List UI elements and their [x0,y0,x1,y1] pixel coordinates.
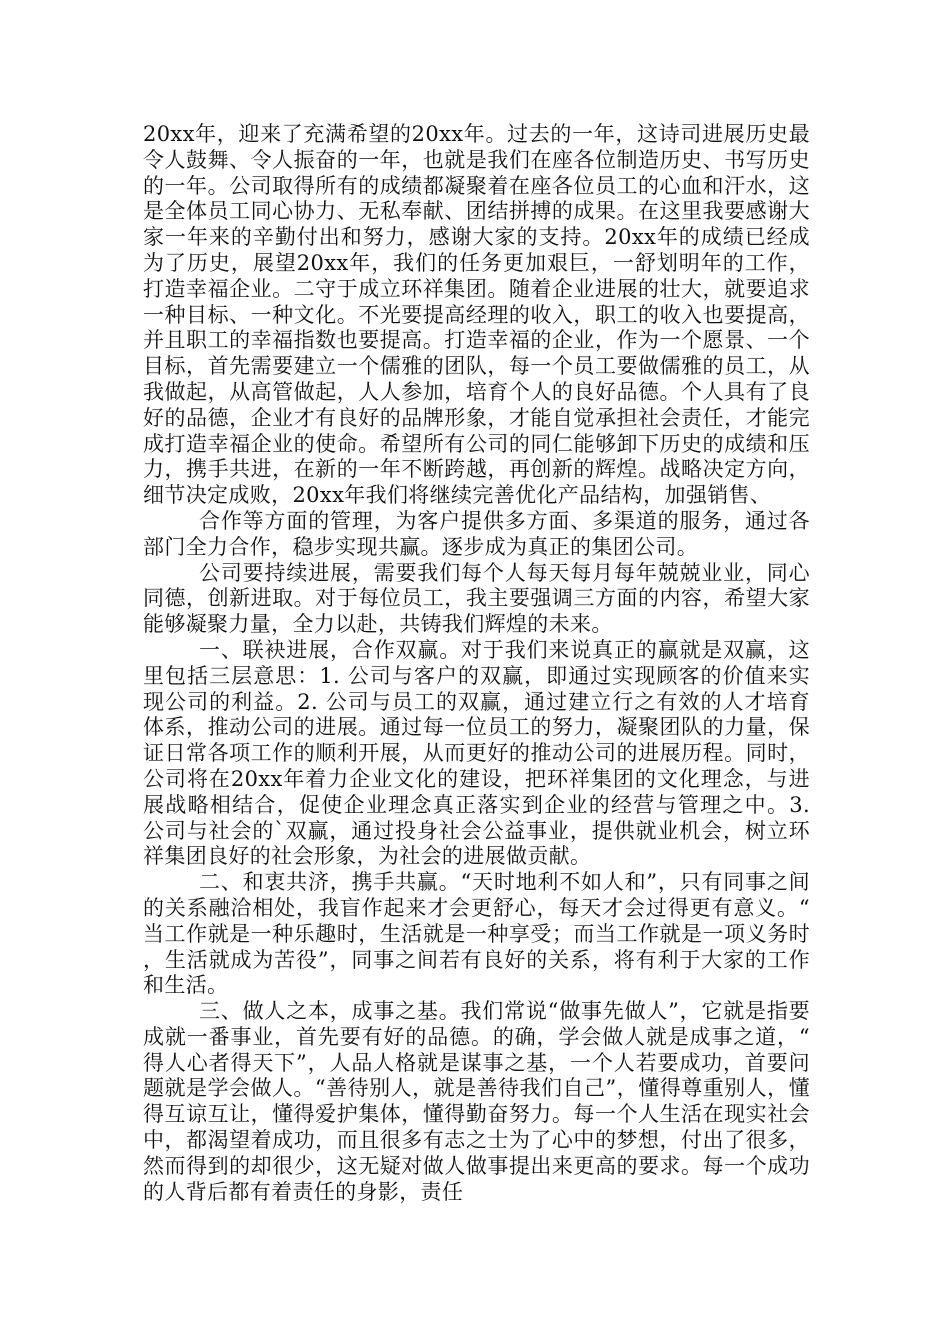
paragraph-development: 公司要持续进展，需要我们每个人每天每月每年兢兢业业，同心同德，创新进取。对于每位员工，我主要强调三方面的内容，希望大家能够凝聚力量，全力以赴，共铸我们辉煌的未来。 [143,560,810,637]
document-page [143,122,810,1205]
paragraph-intro: 20xx年，迎来了充满希望的20xx年。过去的一年，这诗司进展历史最令人鼓舞、令人振奋的一年，也就是我们在座各位制造历史、书写历史的一年。公司取得所有的成绩都凝聚着在座各位员工的心血和汗水，这是全体员工同心协力、无私奉献、团结拼搏的成果。在这里我要感谢大家一年来的辛勤付出和努力，感谢大家的支持。20xx年的成绩已经成为了历史，展望20xx年，我们的任务更加艰巨，一舒划明年的工作，打造幸福企业。二守于成立环祥集团。随着企业进展的壮大，就要追求一种目标、一种文化。不光要提高经理的收入，职工的收入也要提高，并且职工的幸福指数也要提高。打造幸福的企业，作为一个愿景、一个目标，首先需要建立一个儒雅的团队，每一个员工要做儒雅的员工，从我做起，从高管做起，人人参加，培育个人的良好品德。个人具有了良好的品德，企业才有良好的品牌形象，才能自觉承担社会责任，才能完成打造幸福企业的使命。希望所有公司的同仁能够卸下历史的成绩和压力，携手共进，在新的一年不断跨越，再创新的辉煌。战略决定方向，细节决定成败，20xx年我们将继续完善优化产品结构，加强销售、 [143,122,810,508]
paragraph-cooperation: 合作等方面的管理，为客户提供多方面、多渠道的服务，通过各部门全力合作，稳步实现共赢。逐步成为真正的集团公司。 [143,508,810,559]
paragraph-point-two: 二、和衷共济，携手共赢。“天时地利不如人和”，只有同事之间的关系融洽相处，我盲作起来才会更舒心，每天才会过得更有意义。“当工作就是一种乐趣时，生活就是一种享受；而当工作就是一项义务时，生活就成为苦役”，同事之间若有良好的关系，将有利于大家的工作和生活。 [143,870,810,998]
paragraph-point-one: 一、联袂进展，合作双赢。对于我们来说真正的赢就是双赢，这里包括三层意思：1. 公司与客户的双赢，即通过实现顾客的价值来实现公司的利益。2. 公司与员工的双赢，通过建立行之有效的人才培育体系，推动公司的进展。通过每一位员工的努力，凝聚团队的力量，保证日常各项工作的顺利开展，从而更好的推动公司的进展历程。同时，公司将在20xx年着力企业文化的建设，把环祥集团的文化理念，与进展战略相结合，促使企业理念真正落实到企业的经营与管理之中。3. 公司与社会的`双赢，通过投身社会公益事业，提供就业机会，树立环祥集团良好的社会形象，为社会的进展做贡献。 [143,637,810,869]
paragraph-point-three: 三、做人之本，成事之基。我们常说“做事先做人”，它就是指要成就一番事业，首先要有好的品德。的确，学会做人就是成事之道，“得人心者得天下”，人品人格就是谋事之基，一个人若要成功，首要问题就是学会做人。“善待别人，就是善待我们自己”，懂得尊重别人，懂得互谅互让，懂得爱护集体，懂得勤奋努力。每一个人生活在现实社会中，都渴望着成功，而且很多有志之士为了心中的梦想，付出了很多，然而得到的却很少，这无疑对做人做事提出来更高的要求。每一个成功的人背后都有着责任的身影，责任 [143,999,810,1204]
